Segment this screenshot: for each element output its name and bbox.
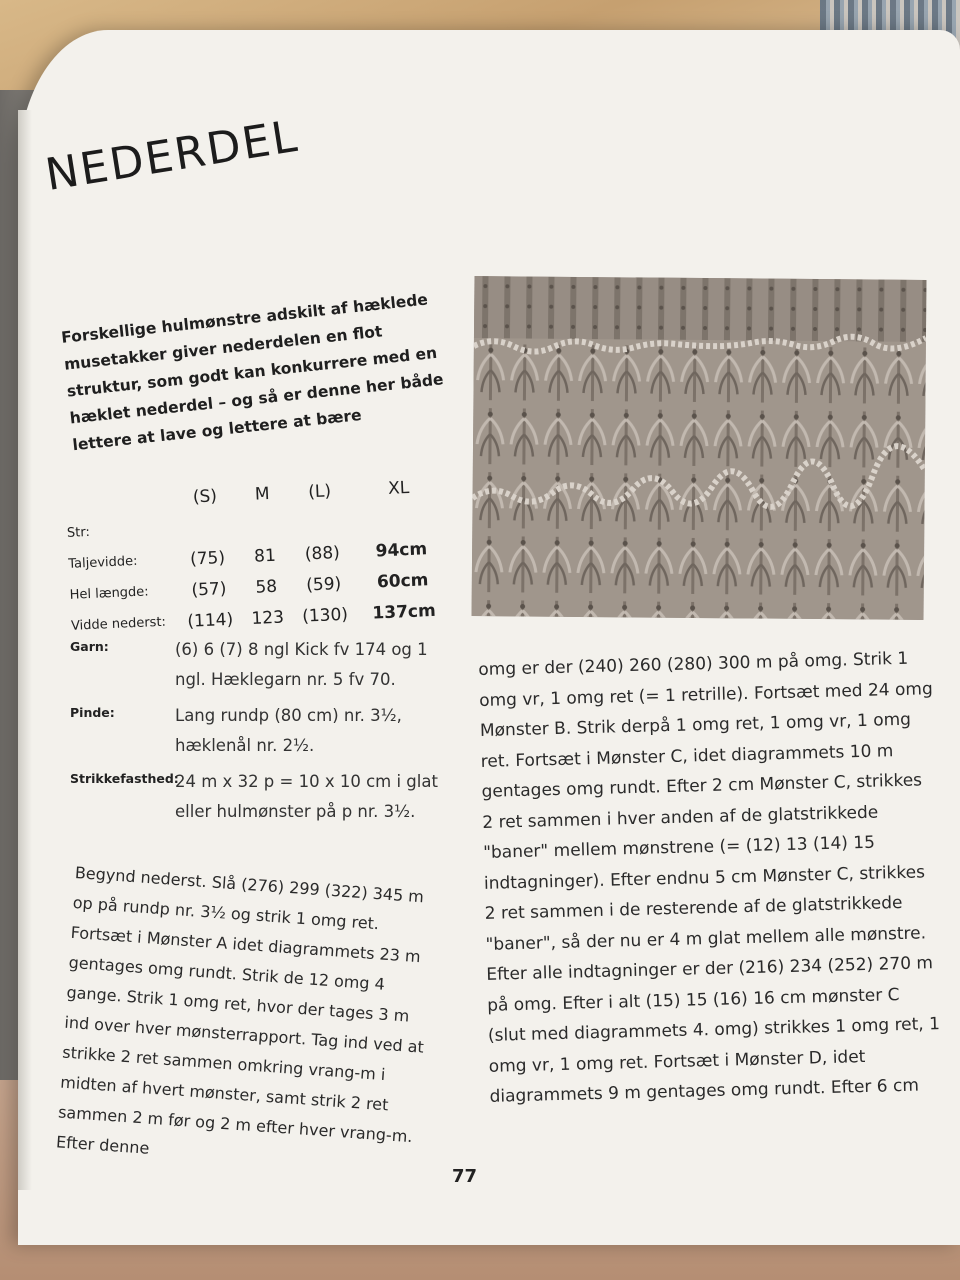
size-header: M (254, 484, 271, 505)
size-cell: 58 (255, 576, 278, 598)
spec-value: 24 m x 32 p = 10 x 10 cm i glat eller hulmønster på p nr. 3½. (175, 772, 438, 821)
size-cell (239, 508, 288, 541)
page-gutter (18, 110, 32, 1190)
size-cell: 137cm (372, 600, 437, 624)
size-cell: (88) (304, 542, 341, 565)
spec-label: Garn: (70, 639, 109, 654)
size-row-label: Vidde nederst: (70, 614, 167, 634)
spec-value: Lang rundp (80 cm) nr. 3½, hæklenål nr. 2½. (175, 706, 402, 755)
size-header: XL (387, 477, 410, 499)
instructions-right-column: omg er der (240) 260 (280) 300 m på omg. Strik 1 omg vr, 1 omg ret (= 1 retrille). Fortsæt med 24 omg Mønster B. Strik derpå 1 omg ret, 1 omg vr, 1 omg ret. Fortsæt i Mønster C, idet diagrammets 10 m gentages omg rundt. Efter 2 cm Mønster C, strikkes 2 ret sammen i hver anden af de glatstrikkede "baner" mellem mønstrene (= (12) 13 (14) 15 indtagninger). Efter endnu 5 cm Mønster C, strikkes 2 ret sammen i de resterende af de glatstrikkede "baner", så der nu er 4 m glat mellem alle mønstre. Efter alle indtagninger er der (216) 234 (252) 270 m på omg. Efter i alt (15) 15 (16) 16 cm mønster C (slut med diagrammets 4. omg) strikkes 1 omg ret, 1 omg vr, 1 omg ret. Fortsæt i Mønster D, idet diagrammets 9 m gentages omg rundt. Efter 6 cm (478, 648, 941, 1107)
size-cell: (75) (189, 547, 226, 570)
page-number: 77 (452, 1166, 478, 1187)
size-row-label: Hel længde: (69, 584, 149, 603)
size-row-label: Str: (66, 524, 91, 541)
size-header-spacer (64, 483, 172, 518)
size-cell: 81 (253, 545, 277, 567)
intro-paragraph: Forskellige hulmønstre adskilt af hæklede musetakker giver nederdelen en flot struktur, som godt kan konkurrere med en hæklet nederdel – og så er denne her både lettere at lave og lettere at bære (60, 290, 445, 455)
size-table (64, 471, 450, 641)
size-cell: 60cm (376, 569, 429, 592)
size-cell (354, 501, 447, 536)
size-cell: 94cm (375, 538, 428, 561)
page-title: NEDERDEL (42, 110, 303, 201)
size-cell: 123 (251, 607, 285, 629)
size-cell: (130) (301, 604, 349, 627)
size-cell: (57) (191, 578, 227, 601)
spec-yarn (70, 635, 450, 695)
size-cell: (114) (186, 609, 234, 632)
specs-list (70, 635, 450, 833)
size-row-label: Taljevidde: (68, 553, 138, 572)
size-cell (287, 505, 355, 539)
spec-label: Pinde: (70, 705, 115, 720)
size-header: (S) (192, 486, 218, 508)
instructions-left-column: Begynd nederst. Slå (276) 299 (322) 345 m op på rundp nr. 3½ og strik 1 omg ret. Fortsæt i Mønster A idet diagrammets 23 m gentages omg rundt. Strik de 12 omg 4 gange. Strik 1 omg ret, hvor der tages 3 m ind over hver mønsterrapport. Tag ind ved at strikke 2 ret sammen omkring vrang-m i midten af hvert mønster, samt strik 2 ret sammen 2 m før og 2 m efter hver vrang-m. Efter denne (55, 862, 425, 1158)
spec-value: (6) 6 (7) 8 ngl Kick fv 174 og 1 ngl. Hæklegarn nr. 5 fv 70. (175, 640, 428, 689)
size-cell (172, 510, 240, 544)
spec-gauge (70, 767, 450, 827)
spec-label: Strikkefasthed: (70, 771, 179, 786)
knitted-lace-photo (472, 276, 927, 620)
size-cell: (59) (305, 573, 342, 596)
spec-needles (70, 701, 450, 761)
size-header: (L) (307, 481, 332, 503)
